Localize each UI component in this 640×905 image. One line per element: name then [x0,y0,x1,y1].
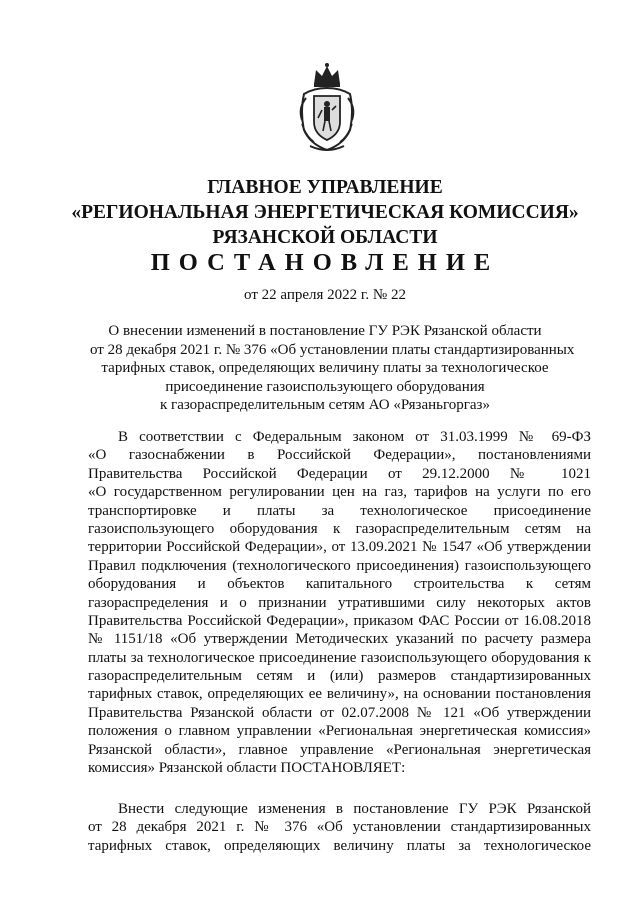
paragraph-line: территории Российской Федерации», от 13.09.2021 № 1547 «Об утверждении [88,539,591,556]
paragraph-line: комиссия» Рязанской области ПОСТАНОВЛЯЕТ: [88,760,406,777]
document-subject [90,322,575,415]
paragraph-line: газораспределительным сетям и (или) размеров стандартизированных [88,668,591,685]
paragraph-line: газоиспользующего оборудования к газораспределительным сетям на [88,520,591,537]
agency-title-line-2: «РЕГИОНАЛЬНАЯ ЭНЕРГЕТИЧЕСКАЯ КОМИССИЯ» [71,202,579,223]
paragraph-line: тарифных ставок, определяющих величину платы за технологическое [88,837,591,854]
preamble-paragraph [88,428,591,777]
paragraph-line: Правил подключения (технологического присоединения) газоиспользующего [88,557,591,574]
paragraph-line: Правительства Российской Федерации», приказом ФАС России от 16.08.2018 [88,612,591,629]
agency-title-line-1: ГЛАВНОЕ УПРАВЛЕНИЕ [207,177,443,198]
subject-line: О внесении изменений в постановление ГУ РЭК Рязанской области [108,323,542,339]
paragraph-line: Рязанской области», главное управление «Региональная энергетическая [88,741,591,758]
paragraph-line: газораспределения и о признании утратившими силу некоторых актов [88,594,591,611]
agency-title-line-3: РЯЗАНСКОЙ ОБЛАСТИ [212,227,438,248]
paragraph-line: платы за технологическое присоединение газоиспользующего оборудования к [88,649,591,666]
subject-line: тарифных ставок, определяющих величину платы за технологическое [101,360,549,376]
document-date-number: от 22 апреля 2022 г. № 22 [244,287,406,303]
paragraph-line: № 1151/18 «Об утверждении Методических указаний по расчету размера [88,631,591,648]
paragraph-line: транспортировке и платы за технологическое присоединение [88,502,591,519]
paragraph-line: «О государственном регулировании цен на газ, тарифов на услуги по его [88,484,591,501]
paragraph-line: В соответствии с Федеральным законом от 31.03.1999 № 69-ФЗ [118,429,591,445]
resolution-paragraph [88,800,591,855]
document-type-heading: ПОСТАНОВЛЕНИЕ [150,249,500,276]
subject-line: к газораспределительным сетям АО «Рязаньгоргаз» [160,397,490,413]
paragraph-line: тарифных ставок, определяющих ее величину», на основании постановления [88,686,591,703]
coat-of-arms-emblem [296,62,358,154]
subject-line: присоединение газоиспользующего оборудования [165,378,485,395]
paragraph-line: Внести следующие изменения в постановление ГУ РЭК Рязанской [118,801,591,817]
paragraph-line: Правительства Российской Федерации от 29.12.2000 № 1021 [88,465,591,482]
paragraph-line: от 28 декабря 2021 г. № 376 «Об установлении стандартизированных [88,819,591,836]
paragraph-line: Правительства Рязанской области от 02.07.2008 № 121 «Об утверждении [88,704,591,721]
subject-line: от 28 декабря 2021 г. № 376 «Об установлении платы стандартизированных [90,341,575,358]
paragraph-line: положения о главном управлении «Региональная энергетическая комиссия» [88,723,591,740]
paragraph-line: оборудования и объектов капитального строительства к сетям [88,576,591,593]
paragraph-line: «О газоснабжении в Российской Федерации», постановлениями [88,447,591,464]
